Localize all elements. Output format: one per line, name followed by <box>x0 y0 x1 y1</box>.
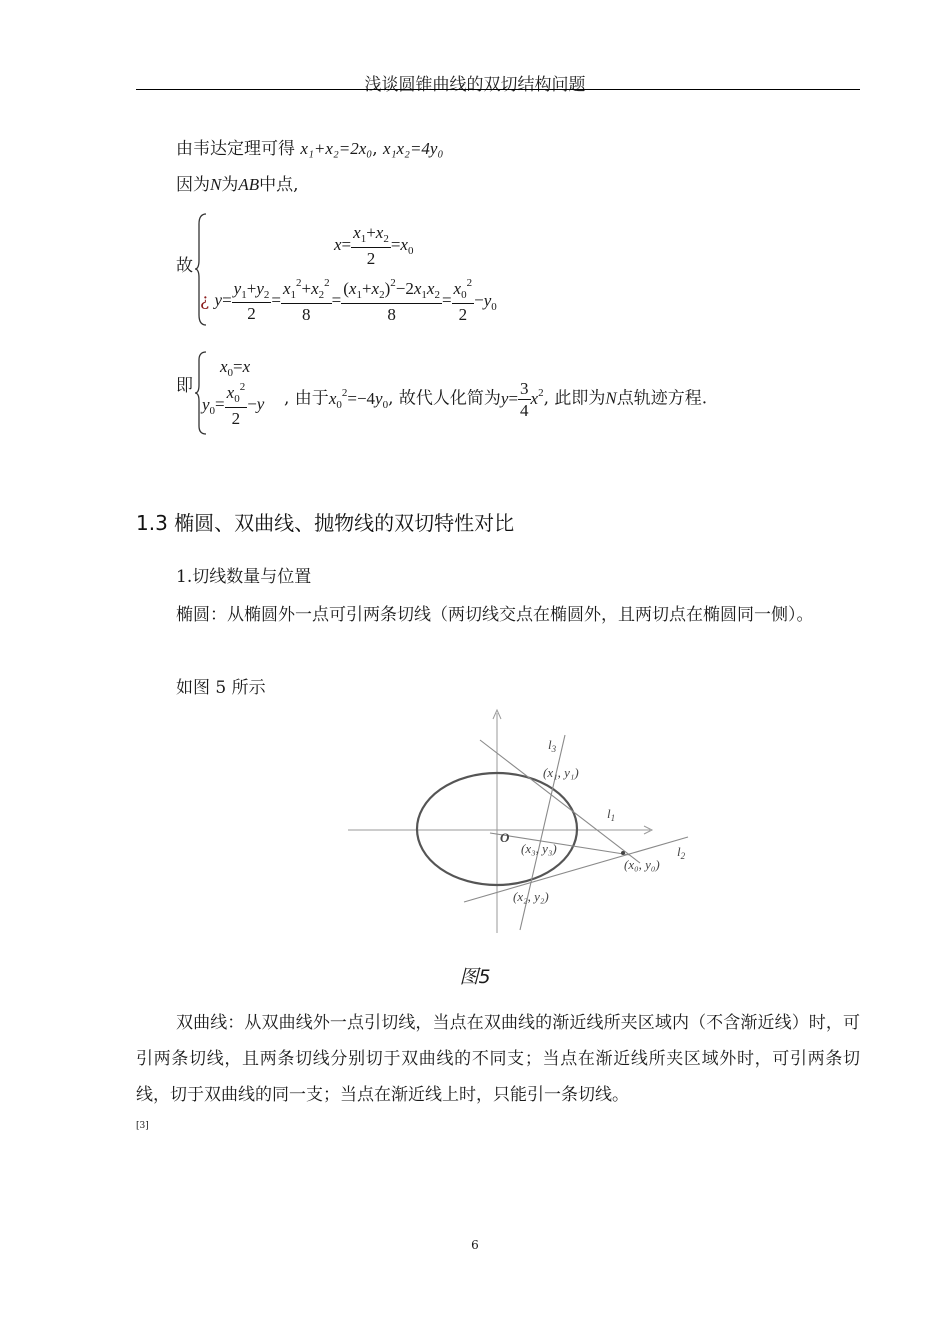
vieta-prefix: 由韦达定理可得 <box>176 139 295 159</box>
simplify-text: , 故代人化简为 <box>388 388 501 409</box>
figure-5-diagram <box>340 705 700 940</box>
since-math: $x_0^2=-4y_0$ <box>328 386 389 411</box>
result-line-2: $y_0=$ $\frac{x_0^2}{2}$ −y <box>202 381 265 428</box>
label-p2: (x₂, y₂) <box>513 889 549 904</box>
locus-math: y= $\frac{3}{4}$ $x^2$ <box>500 379 544 421</box>
point-N: N <box>210 175 222 194</box>
label-l2: $l_2$ <box>677 844 686 861</box>
label-origin: O <box>500 830 510 845</box>
since-text: , 由于 <box>284 388 329 409</box>
system-line-2: ¿ y= $\frac{y_1+y_2}{2}$ = $\frac{x_1^2+x_2^2}{8}$ = $\frac{(x_1+x_2)^2-2x_1x_2}{8}$ = $\frac{x_0^2}{2}$ $-y_0$ <box>200 277 497 324</box>
locus-point-N: N <box>605 388 617 408</box>
figure-caption: 图5 <box>459 966 491 988</box>
chord-to-p0 <box>490 833 630 855</box>
locus-text-b: 点轨迹方程. <box>616 388 708 409</box>
label-l3: $l_3$ <box>548 737 557 754</box>
since-clause <box>284 378 707 422</box>
section-heading: 1.3 椭圆、双曲线、抛物线的双切特性对比 <box>136 511 515 535</box>
locus-text-a: , 此即为 <box>543 388 606 409</box>
segment-AB: AB <box>238 175 260 194</box>
because-middle: 为 <box>221 175 239 195</box>
label-p1: (x₁, y₁) <box>543 765 579 780</box>
point-p0 <box>621 851 625 855</box>
hyperbola-paragraph: 双曲线：从双曲线外一点引切线，当点在双曲线的渐近线所夹区域内（不含渐近线）时，可引两条切线，且两条切线分别切于双曲线的不同支；当点在渐近线所夹区域外时，可引两条切线，切于双曲线的同一支；当点在渐近线上时，只能引一条切线。 <box>136 1013 860 1105</box>
system-line-1: x= $\frac{x_1+x_2}{2}$ $=x_0$ <box>334 223 414 268</box>
because-prefix: 因为 <box>176 175 210 195</box>
label-p3: (x₃, y₃) <box>521 841 557 856</box>
label-l1: $l_1$ <box>607 806 616 823</box>
therefore-label: 故 <box>176 256 193 276</box>
header-divider <box>136 89 860 90</box>
page-number: 6 <box>471 1238 479 1252</box>
because-line <box>176 176 299 194</box>
namely-label: 即 <box>176 376 193 396</box>
citation-marker: [3] <box>136 1121 149 1131</box>
item-1-heading: 1.切线数量与位置 <box>176 567 312 587</box>
page-header-title: 浅谈圆锥曲线的双切结构问题 <box>364 75 586 95</box>
ellipse-paragraph: 椭圆：从椭圆外一点可引两条切线（两切线交点在椭圆外，且两切点在椭圆同一侧）。 <box>176 605 814 625</box>
vieta-sum: x₁+x₂=2x₀ <box>300 139 373 158</box>
vieta-product: x₁x₂=4y₀ <box>383 139 444 158</box>
stray-glyph: ¿ <box>200 290 210 311</box>
figure-reference: 如图 5 所示 <box>176 678 266 698</box>
vieta-line: 由韦达定理可得 x₁+x₂=2x₀, x₁x₂=4y₀ <box>176 139 444 159</box>
because-suffix: 中点, <box>259 175 299 195</box>
label-p0: (x₀, y₀) <box>624 857 660 872</box>
result-line-1: $x_0=x$ <box>220 357 251 379</box>
